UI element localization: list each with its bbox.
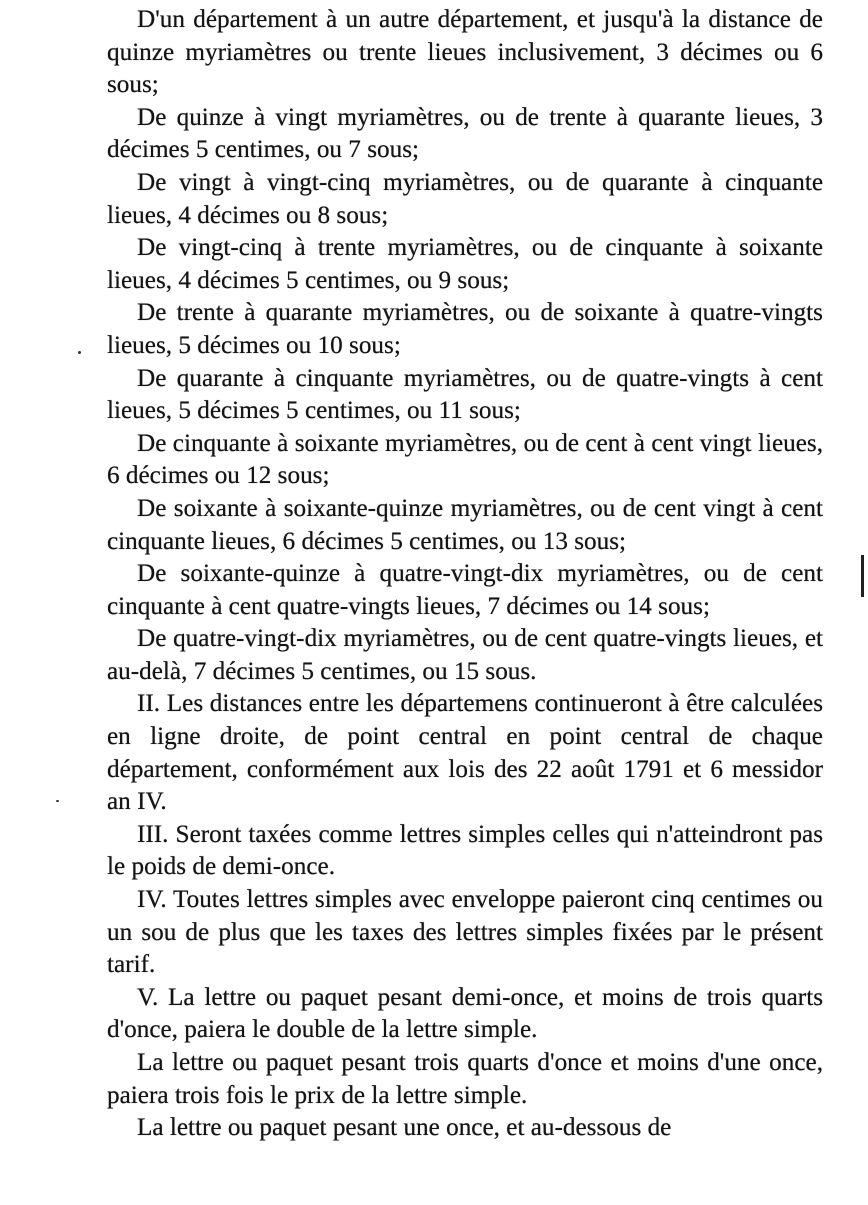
article-iv: IV. Toutes lettres simples avec enveloppe paieront cinq centimes ou un sou de plus que les taxes des lettres simples fixées par le présent tarif. — [107, 886, 823, 979]
paragraph-8: De soixante à soixante-quinze myriamètres, ou de cent vingt à cent cinquante lieues, 6 décimes 5 centimes, ou 13 sous; — [107, 494, 823, 555]
paragraph-1: D'un département à un autre département, et jusqu'à la distance de quinze myriamètres ou trente lieues inclusivement, 3 décimes ou 6 sous; — [107, 6, 823, 99]
paragraph-6: De quarante à cinquante myriamètres, ou de quatre-vingts à cent lieues, 5 décimes 5 centimes, ou 11 sous; — [107, 364, 823, 425]
article-v-continued-1: La lettre ou paquet pesant trois quarts d'once et moins d'une once, paiera trois fois le prix de la lettre simple. — [107, 1049, 823, 1109]
paragraph-10: De quatre-vingt-dix myriamètres, ou de cent quatre-vingts lieues, et au-delà, 7 décimes 5 centimes, ou 15 sous. — [107, 625, 823, 685]
margin-rule — [861, 555, 864, 597]
paragraph-5: De trente à quarante myriamètres, ou de soixante à quatre-vingts lieues, 5 décimes ou 10 sous; — [107, 299, 823, 359]
paragraph-7: De cinquante à soixante myriamètres, ou de cent à cent vingt lieues, 6 décimes ou 12 sous; — [107, 429, 823, 490]
paragraph-4: De vingt-cinq à trente myriamètres, ou de cinquante à soixante lieues, 4 décimes 5 centimes, ou 9 sous; — [107, 234, 823, 294]
ink-speck — [56, 800, 59, 802]
paragraph-2: De quinze à vingt myriamètres, ou de trente à quarante lieues, 3 décimes 5 centimes, ou 7 sous; — [107, 103, 823, 164]
paragraph-9: De soixante-quinze à quatre-vingt-dix myriamètres, ou de cent cinquante à cent quatre-vingts lieues, 7 décimes ou 14 sous; — [107, 560, 823, 620]
paragraph-3: De vingt à vingt-cinq myriamètres, ou de quarante à cinquante lieues, 4 décimes ou 8 sous; — [107, 168, 823, 229]
ink-speck — [78, 351, 81, 354]
article-v: V. La lettre ou paquet pesant demi-once, et moins de trois quarts d'once, paiera le double de la lettre simple. — [107, 983, 823, 1044]
article-v-continued-2: La lettre ou paquet pesant une once, et au-dessous de — [137, 1114, 672, 1142]
article-iii: III. Seront taxées comme lettres simples celles qui n'atteindront pas le poids de demi-once. — [107, 820, 823, 881]
document-page — [107, 4, 823, 1145]
article-ii: II. Les distances entre les départemens continueront à être calculées en ligne droite, de point central en point central de chaque département, conformément aux lois des 22 août 1791 et 6 messidor an IV. — [107, 690, 823, 816]
